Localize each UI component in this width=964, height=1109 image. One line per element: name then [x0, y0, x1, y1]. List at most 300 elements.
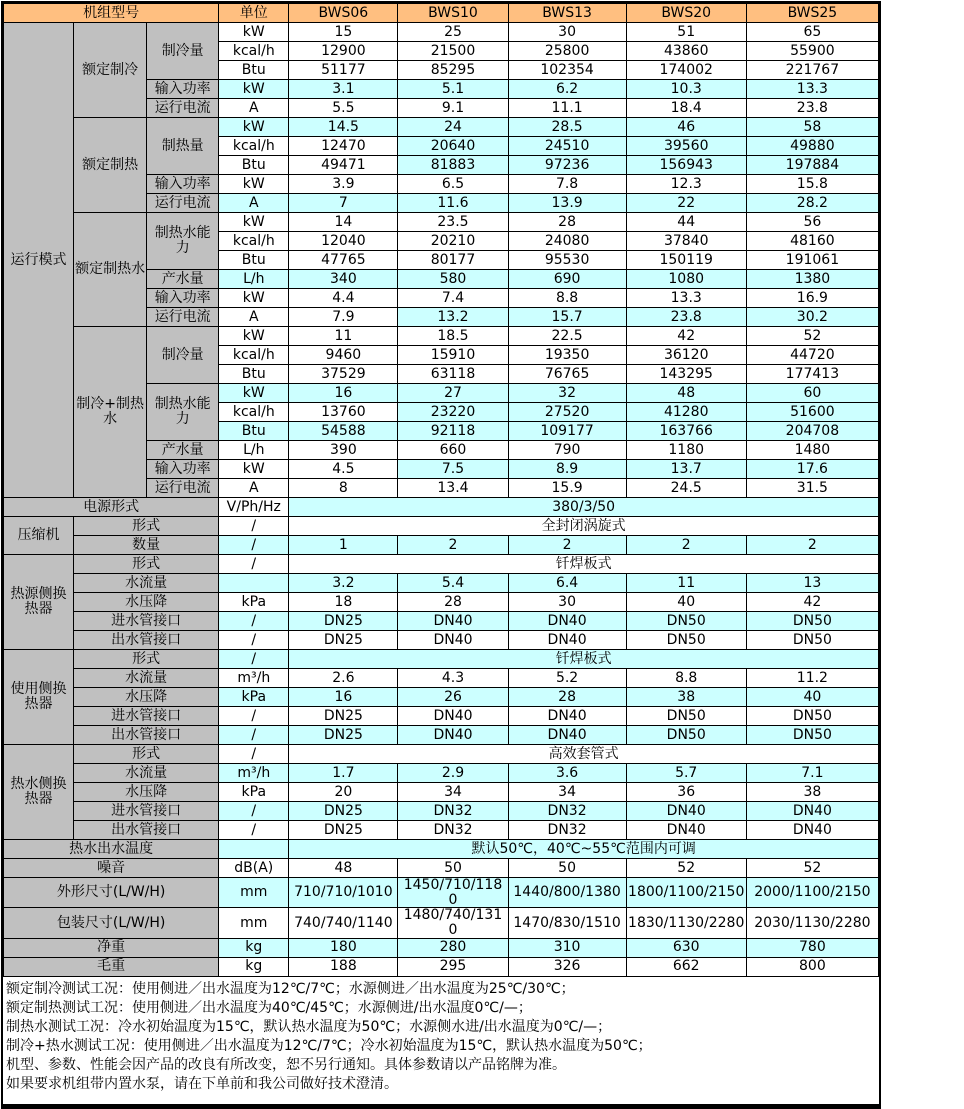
value-cell: 23.8 — [626, 308, 746, 327]
value-cell: 14 — [289, 213, 398, 232]
value-cell: 2.9 — [398, 764, 508, 783]
value-cell: 30 — [508, 23, 626, 42]
value-cell: DN50 — [746, 612, 878, 631]
value-cell: 102354 — [508, 61, 626, 80]
row-label-water-flow: 水流量 — [74, 669, 219, 688]
value-cell: 28 — [398, 593, 508, 612]
row-label-inlet-pipe-connection: 进水管接口 — [74, 612, 219, 631]
value-cell: 4.3 — [398, 669, 508, 688]
row-label-water-pressure-drop: 水压降 — [74, 688, 219, 707]
unit-cell: / — [219, 612, 289, 631]
row-label-cooling-capacity: 制冷量 — [147, 23, 219, 80]
unit-cell: kg — [219, 938, 289, 957]
unit-cell: kcal/h — [219, 232, 289, 251]
value-cell: 2 — [746, 536, 878, 555]
row-label-cooling-capacity: 制冷量 — [147, 327, 219, 384]
row-label-type: 形式 — [74, 555, 219, 574]
unit-cell: A — [219, 194, 289, 213]
row-label-inlet-pipe-connection: 进水管接口 — [74, 802, 219, 821]
note-line: 额定制冷测试工况：使用侧进／出水温度为12℃/7℃；水源侧进／出水温度为25℃/30℃； — [6, 980, 575, 997]
value-cell: 49880 — [746, 137, 878, 156]
group-label-operating-mode: 运行模式 — [4, 23, 74, 498]
value-cell: 4.4 — [289, 289, 398, 308]
unit-cell: kW — [219, 118, 289, 137]
unit-cell: kPa — [219, 688, 289, 707]
merged-value-cell: 钎焊板式 — [289, 555, 879, 574]
section-label-cooling-plus-hot-water: 制冷+制热水 — [74, 327, 147, 498]
value-cell: DN40 — [398, 707, 508, 726]
row-label-water-flow: 水流量 — [74, 764, 219, 783]
row-label-input-power: 输入功率 — [147, 289, 219, 308]
unit-cell: A — [219, 479, 289, 498]
table-row — [4, 821, 879, 840]
value-cell: 1450/710/1180 — [398, 878, 508, 908]
value-cell: 28.2 — [746, 194, 878, 213]
value-cell: DN40 — [398, 726, 508, 745]
value-cell: DN40 — [508, 726, 626, 745]
row-label-type: 形式 — [74, 650, 219, 669]
value-cell: 18.5 — [398, 327, 508, 346]
value-cell: 1440/800/1380 — [508, 878, 626, 908]
value-cell: 12040 — [289, 232, 398, 251]
row-label-outlet-pipe-connection: 出水管接口 — [74, 726, 219, 745]
column-header-bws06: BWS06 — [289, 4, 398, 23]
unit-cell: / — [219, 802, 289, 821]
table-row — [4, 840, 879, 859]
row-label-packing-dimensions: 包装尺寸(L/W/H) — [4, 908, 219, 938]
value-cell: 39560 — [626, 137, 746, 156]
value-cell: 180 — [289, 938, 398, 957]
table-row — [4, 938, 879, 957]
row-label-power-supply: 电源形式 — [4, 498, 219, 517]
group-label-user-side-exchanger: 使用侧换热器 — [4, 650, 74, 745]
value-cell: 23.5 — [398, 213, 508, 232]
value-cell: 2 — [626, 536, 746, 555]
value-cell: 2.6 — [289, 669, 398, 688]
unit-cell: Btu — [219, 422, 289, 441]
value-cell: 12900 — [289, 42, 398, 61]
value-cell: DN32 — [508, 821, 626, 840]
note-line: 机型、参数、性能会因产品的改良有所改变，恕不另行通知。具体参数请以产品铭牌为准。 — [6, 1056, 566, 1073]
value-cell: DN25 — [289, 631, 398, 650]
value-cell: DN40 — [746, 821, 878, 840]
value-cell: DN25 — [289, 726, 398, 745]
value-cell: DN25 — [289, 802, 398, 821]
value-cell: 51 — [626, 23, 746, 42]
table-row — [4, 631, 879, 650]
row-label-inlet-pipe-connection: 进水管接口 — [74, 707, 219, 726]
value-cell: 2000/1100/2150 — [746, 878, 878, 908]
value-cell: 15.7 — [508, 308, 626, 327]
value-cell: 52 — [746, 859, 878, 878]
value-cell: DN50 — [626, 707, 746, 726]
row-label-outlet-pipe-connection: 出水管接口 — [74, 821, 219, 840]
value-cell: 630 — [626, 938, 746, 957]
value-cell: 156943 — [626, 156, 746, 175]
column-header-bws10: BWS10 — [398, 4, 508, 23]
value-cell: 60 — [746, 384, 878, 403]
table-row — [4, 650, 879, 669]
value-cell: 16.9 — [746, 289, 878, 308]
value-cell: 1480/740/1310 — [398, 908, 508, 938]
value-cell: 11.1 — [508, 99, 626, 118]
value-cell: 25800 — [508, 42, 626, 61]
row-label-running-current: 运行电流 — [147, 194, 219, 213]
value-cell: 5.2 — [508, 669, 626, 688]
value-cell: DN50 — [746, 726, 878, 745]
value-cell: 8.9 — [508, 460, 626, 479]
value-cell: 48160 — [746, 232, 878, 251]
value-cell: 1080 — [626, 270, 746, 289]
table-row — [4, 707, 879, 726]
row-label-outlet-pipe-connection: 出水管接口 — [74, 631, 219, 650]
value-cell: 48 — [626, 384, 746, 403]
value-cell: 163766 — [626, 422, 746, 441]
value-cell: 15.8 — [746, 175, 878, 194]
section-label-rated-heating: 额定制热 — [74, 118, 147, 213]
unit-cell: / — [219, 517, 289, 536]
unit-cell — [219, 840, 289, 859]
value-cell: 740/740/1140 — [289, 908, 398, 938]
unit-cell: kcal/h — [219, 403, 289, 422]
unit-cell: kcal/h — [219, 346, 289, 365]
section-label-rated-cooling: 额定制冷 — [74, 23, 147, 118]
value-cell: 21500 — [398, 42, 508, 61]
table-row — [4, 745, 879, 764]
value-cell: 28 — [508, 213, 626, 232]
value-cell: 1830/1130/2280 — [626, 908, 746, 938]
value-cell: 24080 — [508, 232, 626, 251]
table-row — [4, 957, 879, 976]
value-cell: DN50 — [626, 726, 746, 745]
unit-cell: mm — [219, 908, 289, 938]
value-cell: 7.9 — [289, 308, 398, 327]
value-cell: 6.5 — [398, 175, 508, 194]
value-cell: DN40 — [508, 707, 626, 726]
value-cell: 2 — [398, 536, 508, 555]
value-cell: 174002 — [626, 61, 746, 80]
value-cell: 55900 — [746, 42, 878, 61]
value-cell: 2 — [508, 536, 626, 555]
table-row — [4, 764, 879, 783]
value-cell: 660 — [398, 441, 508, 460]
value-cell: 31.5 — [746, 479, 878, 498]
group-label-compressor: 压缩机 — [4, 517, 74, 555]
value-cell: 15910 — [398, 346, 508, 365]
unit-cell: / — [219, 650, 289, 669]
value-cell: 16 — [289, 688, 398, 707]
value-cell: 15 — [289, 23, 398, 42]
table-row — [4, 802, 879, 821]
value-cell: 2030/1130/2280 — [746, 908, 878, 938]
value-cell: 1480 — [746, 441, 878, 460]
value-cell: 25 — [398, 23, 508, 42]
notes-footer — [3, 977, 879, 1104]
table-row — [4, 327, 879, 346]
value-cell: DN40 — [398, 612, 508, 631]
row-label-water-pressure-drop: 水压降 — [74, 783, 219, 802]
value-cell: 44720 — [746, 346, 878, 365]
value-cell: 690 — [508, 270, 626, 289]
value-cell: 662 — [626, 957, 746, 976]
row-label-running-current: 运行电流 — [147, 308, 219, 327]
unit-cell: / — [219, 536, 289, 555]
table-row — [4, 498, 879, 517]
value-cell: 12470 — [289, 137, 398, 156]
value-cell: 7.1 — [746, 764, 878, 783]
unit-cell: / — [219, 821, 289, 840]
value-cell: 1180 — [626, 441, 746, 460]
value-cell: 7 — [289, 194, 398, 213]
value-cell: 52 — [626, 859, 746, 878]
value-cell: 8 — [289, 479, 398, 498]
value-cell: 7.4 — [398, 289, 508, 308]
value-cell: 16 — [289, 384, 398, 403]
table-row — [4, 555, 879, 574]
value-cell: DN40 — [746, 802, 878, 821]
value-cell: 95530 — [508, 251, 626, 270]
merged-value-cell: 钎焊板式 — [289, 650, 879, 669]
value-cell: 81883 — [398, 156, 508, 175]
unit-cell: / — [219, 707, 289, 726]
value-cell: 204708 — [746, 422, 878, 441]
value-cell: 7.5 — [398, 460, 508, 479]
value-cell: DN50 — [746, 631, 878, 650]
table-row — [4, 23, 879, 42]
spec-table — [3, 3, 879, 977]
unit-cell: kW — [219, 23, 289, 42]
unit-cell: kg — [219, 957, 289, 976]
value-cell: 12.3 — [626, 175, 746, 194]
value-cell: 17.6 — [746, 460, 878, 479]
value-cell: 1800/1100/2150 — [626, 878, 746, 908]
value-cell: 6.4 — [508, 574, 626, 593]
value-cell: 97236 — [508, 156, 626, 175]
header-row — [4, 4, 879, 23]
unit-cell: / — [219, 726, 289, 745]
unit-cell: / — [219, 745, 289, 764]
value-cell: 3.2 — [289, 574, 398, 593]
value-cell: DN32 — [398, 821, 508, 840]
value-cell: 30.2 — [746, 308, 878, 327]
value-cell: 50 — [508, 859, 626, 878]
value-cell: 191061 — [746, 251, 878, 270]
value-cell: 1380 — [746, 270, 878, 289]
value-cell: 24 — [398, 118, 508, 137]
value-cell: 177413 — [746, 365, 878, 384]
merged-value-cell: 全封闭涡旋式 — [289, 517, 879, 536]
value-cell: 13.9 — [508, 194, 626, 213]
value-cell: 13.4 — [398, 479, 508, 498]
row-label-hot-water-capacity: 制热水能力 — [147, 213, 219, 270]
value-cell: 13760 — [289, 403, 398, 422]
value-cell: 188 — [289, 957, 398, 976]
value-cell: 11.2 — [746, 669, 878, 688]
value-cell: 80177 — [398, 251, 508, 270]
unit-cell: kPa — [219, 593, 289, 612]
value-cell: 42 — [626, 327, 746, 346]
unit-cell: / — [219, 631, 289, 650]
value-cell: DN32 — [398, 802, 508, 821]
value-cell: 13.7 — [626, 460, 746, 479]
row-label-dimensions: 外形尺寸(L/W/H) — [4, 878, 219, 908]
value-cell: 30 — [508, 593, 626, 612]
value-cell: 5.5 — [289, 99, 398, 118]
value-cell: 58 — [746, 118, 878, 137]
column-header-bws25: BWS25 — [746, 4, 878, 23]
column-header-bws20: BWS20 — [626, 4, 746, 23]
value-cell: 9460 — [289, 346, 398, 365]
row-label-water-flow: 水流量 — [74, 574, 219, 593]
value-cell: 40 — [626, 593, 746, 612]
group-label-heat-source-side-exchanger: 热源侧换热器 — [4, 555, 74, 650]
value-cell: DN25 — [289, 821, 398, 840]
value-cell: DN40 — [508, 612, 626, 631]
value-cell: 710/710/1010 — [289, 878, 398, 908]
row-label-type: 形式 — [74, 517, 219, 536]
value-cell: DN25 — [289, 707, 398, 726]
value-cell: 37529 — [289, 365, 398, 384]
unit-cell: kW — [219, 80, 289, 99]
value-cell: 326 — [508, 957, 626, 976]
value-cell: 50 — [398, 859, 508, 878]
table-row — [4, 908, 879, 938]
value-cell: 11.6 — [398, 194, 508, 213]
unit-cell: mm — [219, 878, 289, 908]
value-cell: 13 — [746, 574, 878, 593]
value-cell: 11 — [289, 327, 398, 346]
table-row — [4, 612, 879, 631]
value-cell: 18.4 — [626, 99, 746, 118]
value-cell: 7.8 — [508, 175, 626, 194]
value-cell: 85295 — [398, 61, 508, 80]
value-cell: 27 — [398, 384, 508, 403]
row-label-water-yield: 产水量 — [147, 441, 219, 460]
unit-cell: A — [219, 99, 289, 118]
unit-cell: L/h — [219, 441, 289, 460]
note-line: 额定制热测试工况：使用侧进／出水温度为40℃/45℃；水源侧进/出水温度0℃/—； — [6, 999, 532, 1016]
value-cell: 295 — [398, 957, 508, 976]
value-cell: 44 — [626, 213, 746, 232]
table-row — [4, 574, 879, 593]
value-cell: 51600 — [746, 403, 878, 422]
value-cell: 41280 — [626, 403, 746, 422]
value-cell: 22 — [626, 194, 746, 213]
value-cell: 790 — [508, 441, 626, 460]
value-cell: 47765 — [289, 251, 398, 270]
row-label-input-power: 输入功率 — [147, 460, 219, 479]
value-cell: DN50 — [626, 631, 746, 650]
unit-cell: kcal/h — [219, 42, 289, 61]
section-label-rated-hot-water: 额定制热水 — [74, 213, 147, 327]
unit-column-header: 单位 — [219, 4, 289, 23]
value-cell: 52 — [746, 327, 878, 346]
row-label-input-power: 输入功率 — [147, 80, 219, 99]
row-label-hot-water-capacity: 制热水能力 — [147, 384, 219, 441]
row-label-gross-weight: 毛重 — [4, 957, 219, 976]
value-cell: 10.3 — [626, 80, 746, 99]
value-cell: 26 — [398, 688, 508, 707]
row-label-water-pressure-drop: 水压降 — [74, 593, 219, 612]
merged-value-cell: 380/3/50 — [289, 498, 879, 517]
unit-cell: m³/h — [219, 764, 289, 783]
value-cell: 3.1 — [289, 80, 398, 99]
model-header: 机组型号 — [4, 4, 219, 23]
value-cell: 54588 — [289, 422, 398, 441]
spec-table-body — [4, 4, 879, 977]
value-cell: 56 — [746, 213, 878, 232]
unit-cell: Btu — [219, 156, 289, 175]
value-cell: 20 — [289, 783, 398, 802]
unit-cell: kW — [219, 175, 289, 194]
value-cell: 13.3 — [626, 289, 746, 308]
value-cell: 3.9 — [289, 175, 398, 194]
value-cell: 36120 — [626, 346, 746, 365]
unit-cell: V/Ph/Hz — [219, 498, 289, 517]
value-cell: 24510 — [508, 137, 626, 156]
value-cell: 780 — [746, 938, 878, 957]
value-cell: 23220 — [398, 403, 508, 422]
value-cell: 34 — [508, 783, 626, 802]
table-row — [4, 878, 879, 908]
value-cell: DN40 — [626, 802, 746, 821]
value-cell: 109177 — [508, 422, 626, 441]
value-cell: 46 — [626, 118, 746, 137]
unit-cell: kW — [219, 289, 289, 308]
unit-cell: A — [219, 308, 289, 327]
value-cell: 310 — [508, 938, 626, 957]
column-header-bws13: BWS13 — [508, 4, 626, 23]
value-cell: 221767 — [746, 61, 878, 80]
table-row — [4, 213, 879, 232]
value-cell: 4.5 — [289, 460, 398, 479]
value-cell: 6.2 — [508, 80, 626, 99]
value-cell: 65 — [746, 23, 878, 42]
row-label-type: 形式 — [74, 745, 219, 764]
table-row — [4, 536, 879, 555]
value-cell: 42 — [746, 593, 878, 612]
row-label-hot-water-outlet-temp: 热水出水温度 — [4, 840, 219, 859]
value-cell: 1.7 — [289, 764, 398, 783]
value-cell: 11 — [626, 574, 746, 593]
table-row — [4, 593, 879, 612]
merged-value-cell: 高效套管式 — [289, 745, 879, 764]
value-cell: 48 — [289, 859, 398, 878]
value-cell: 8.8 — [626, 669, 746, 688]
unit-cell: L/h — [219, 270, 289, 289]
unit-cell — [219, 574, 289, 593]
unit-cell: Btu — [219, 251, 289, 270]
value-cell: 40 — [746, 688, 878, 707]
value-cell: 13.3 — [746, 80, 878, 99]
unit-cell: dB(A) — [219, 859, 289, 878]
value-cell: 5.4 — [398, 574, 508, 593]
value-cell: 92118 — [398, 422, 508, 441]
note-line: 制热水测试工况：冷水初始温度为15℃，默认热水温度为50℃；水源侧水进/出水温度为0℃/—； — [6, 1018, 612, 1035]
table-row — [4, 783, 879, 802]
value-cell: DN40 — [398, 631, 508, 650]
row-label-noise: 噪音 — [4, 859, 219, 878]
value-cell: DN50 — [746, 707, 878, 726]
value-cell: 9.1 — [398, 99, 508, 118]
value-cell: 19350 — [508, 346, 626, 365]
value-cell: 1 — [289, 536, 398, 555]
value-cell: 23.8 — [746, 99, 878, 118]
value-cell: 36 — [626, 783, 746, 802]
value-cell: 5.1 — [398, 80, 508, 99]
unit-cell: kcal/h — [219, 137, 289, 156]
value-cell: 43860 — [626, 42, 746, 61]
